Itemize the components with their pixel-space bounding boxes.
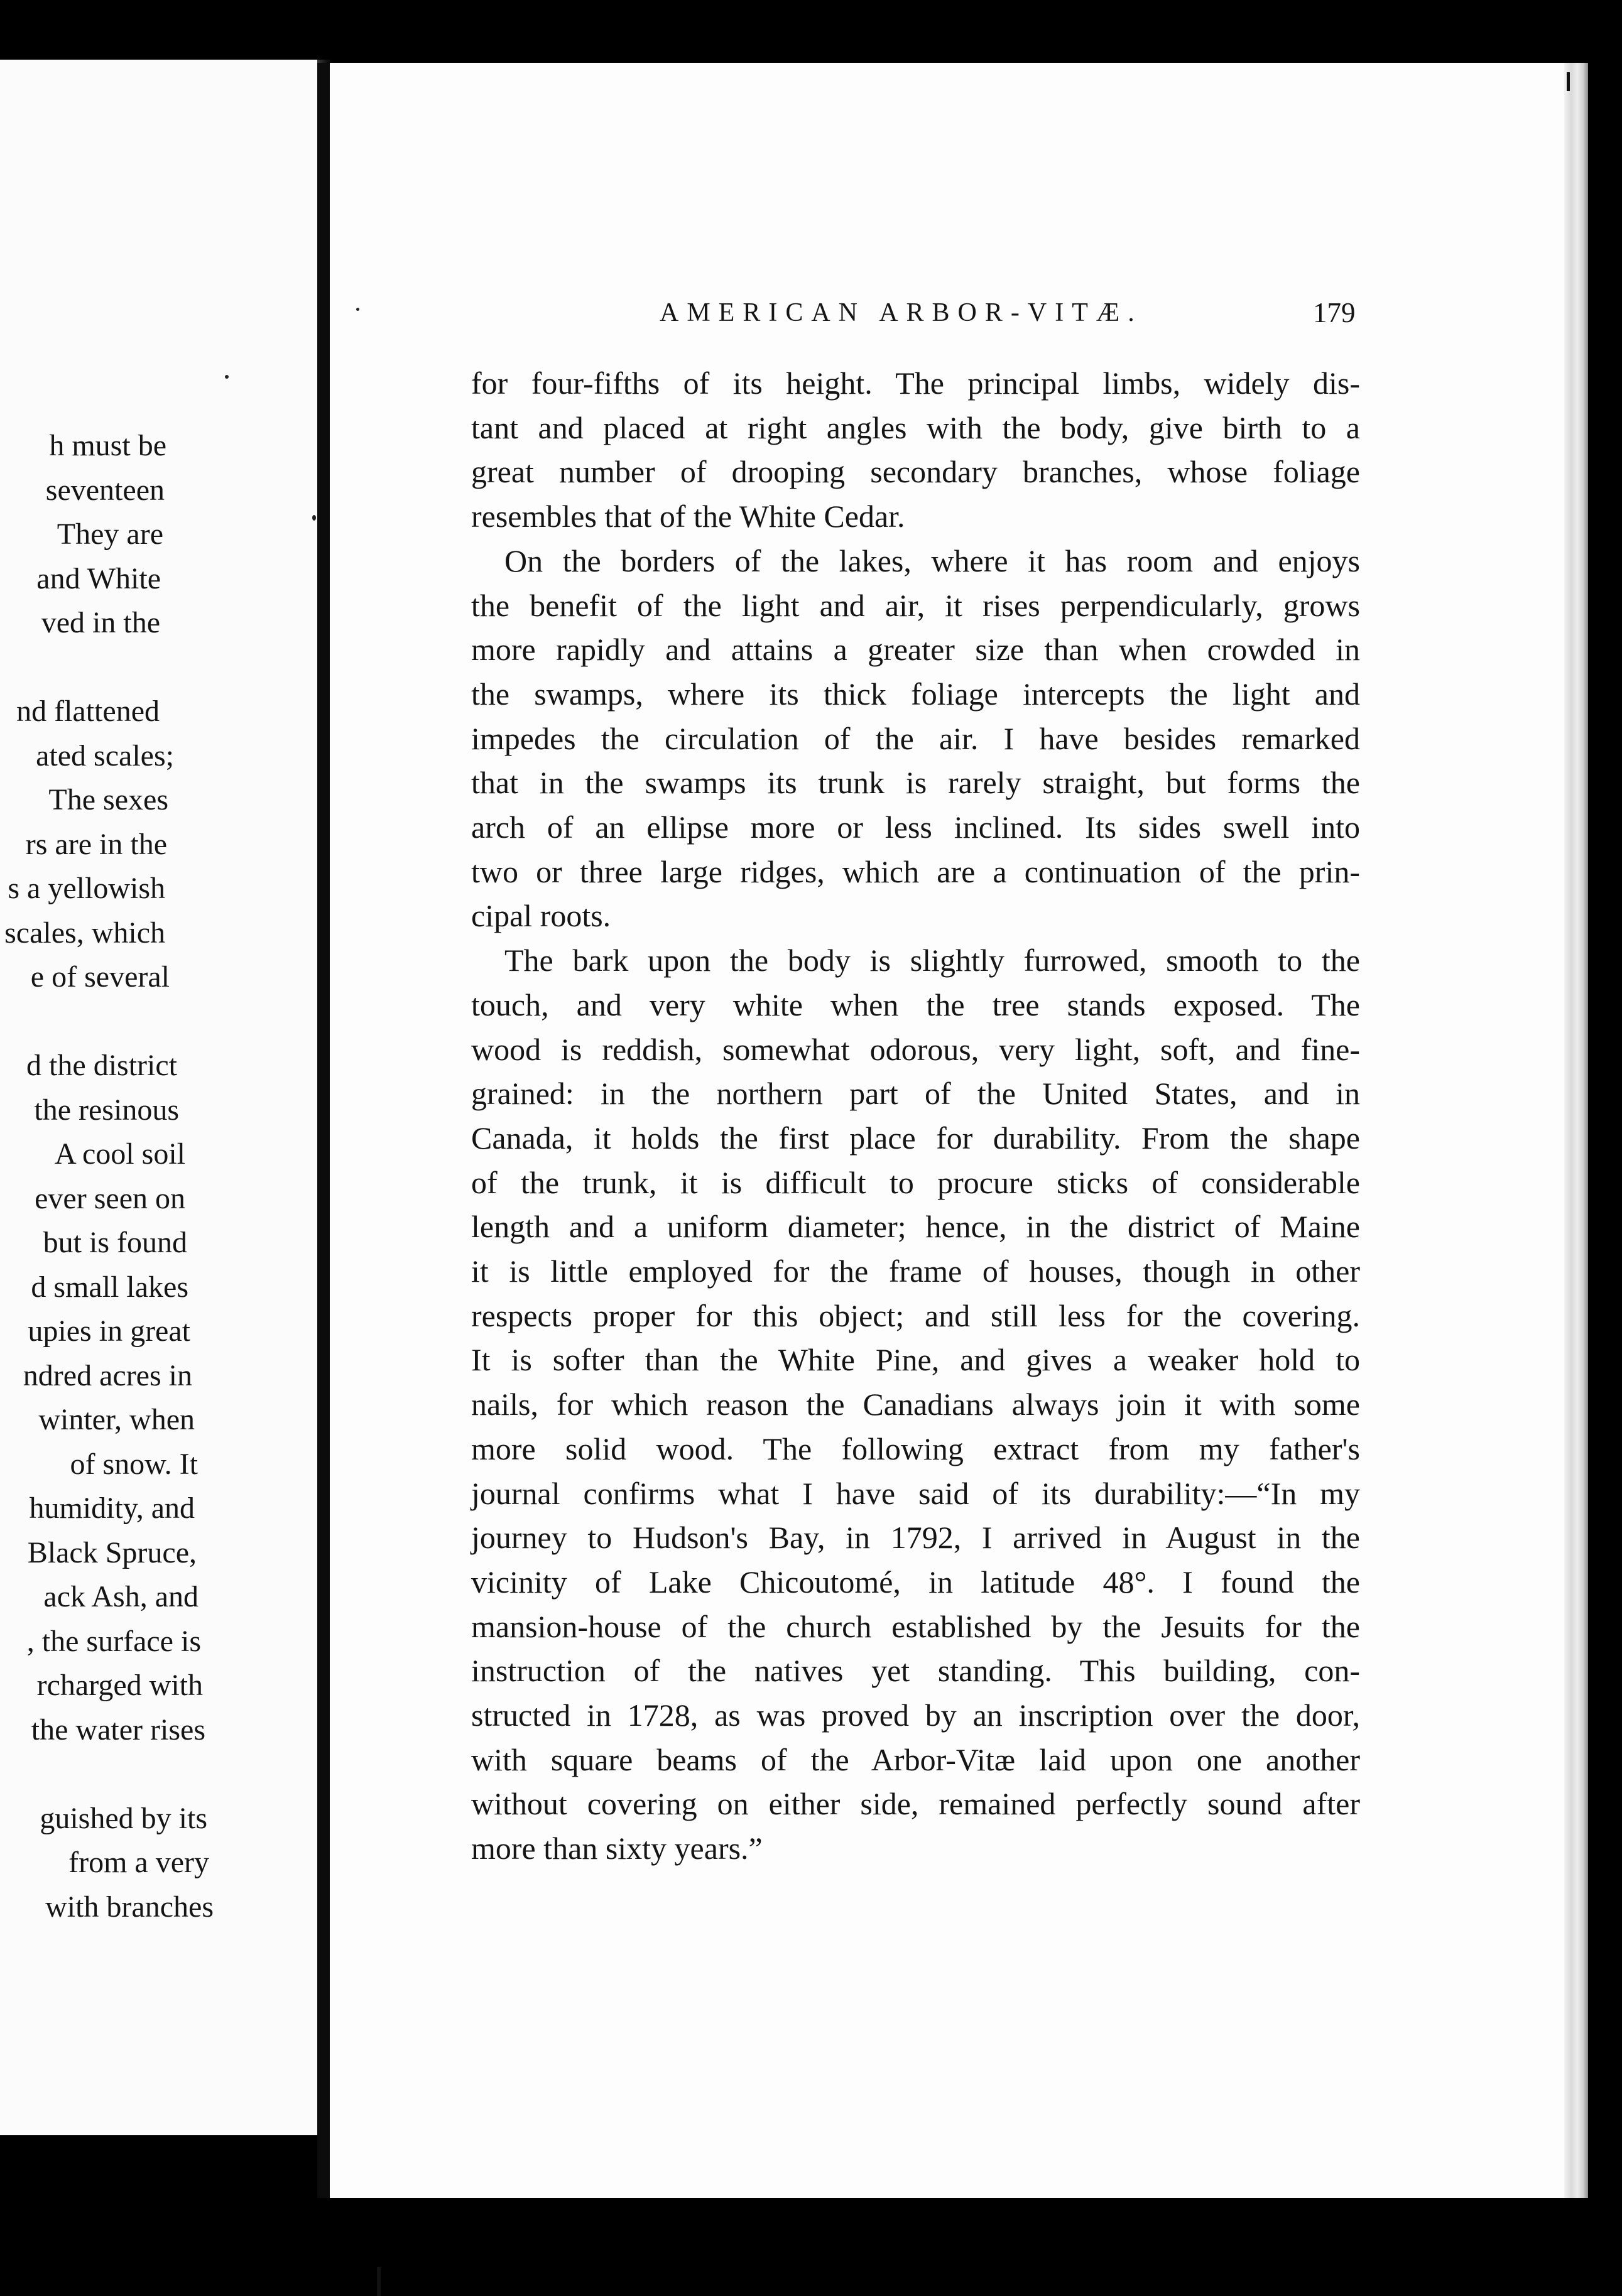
ink-speck [312, 515, 316, 521]
left-page-line: d small lakes [31, 1270, 188, 1304]
body-line: Canada, it holds the first place for durability. From the shape [471, 1120, 1360, 1156]
left-page-line: the water rises [31, 1713, 205, 1746]
body-line: journey to Hudson's Bay, in 1792, I arrived in August in the [471, 1520, 1360, 1556]
body-line: two or three large ridges, which are a continuation of the prin- [471, 853, 1360, 889]
body-line: without covering on either side, remained perfectly sound after [471, 1786, 1360, 1822]
body-line: with square beams of the Arbor-Vitæ laid upon one another [471, 1741, 1360, 1777]
left-page-line: h must be [49, 429, 166, 462]
left-page-line: seventeen [45, 473, 165, 507]
body-line: more solid wood. The following extract from my father's [471, 1431, 1360, 1466]
running-head: AMERICAN ARBOR-VITÆ. [660, 298, 1143, 327]
body-line: the benefit of the light and air, it rises perpendicularly, grows [471, 587, 1360, 623]
left-page-line: d the district [26, 1049, 177, 1082]
left-page-line: of snow. It [70, 1447, 198, 1481]
body-line: instruction of the natives yet standing. This building, con- [471, 1653, 1360, 1689]
body-line: grained: in the northern part of the United States, and in [471, 1076, 1360, 1112]
body-line: mansion-house of the church established by the Jesuits for the [471, 1608, 1360, 1644]
left-page-line: humidity, and [29, 1492, 195, 1525]
body-line: touch, and very white when the tree stands exposed. The [471, 987, 1360, 1022]
body-line: length and a uniform diameter; hence, in the district of Maine [471, 1209, 1360, 1245]
left-page-line: from a very [68, 1846, 209, 1879]
body-line: respects proper for this object; and still less for the covering. [471, 1297, 1360, 1333]
body-line: journal confirms what I have said of its durability:—“In my [471, 1475, 1360, 1511]
body-line: of the trunk, it is difficult to procure sticks of considerable [471, 1164, 1360, 1200]
body-line: On the borders of the lakes, where it has room and enjoys [504, 543, 1360, 578]
body-line: for four-fifths of its height. The principal limbs, widely dis- [471, 366, 1360, 401]
left-page-line: upies in great [28, 1314, 190, 1348]
left-page-line: but is found [43, 1226, 187, 1259]
body-line: nails, for which reason the Canadians always join it with some [471, 1387, 1360, 1422]
body-line: more rapidly and attains a greater size than when crowded in [471, 632, 1360, 668]
page-edge [1564, 63, 1588, 2198]
left-page [0, 60, 317, 2135]
left-page-line: ever seen on [35, 1181, 185, 1215]
left-page-line: rs are in the [25, 827, 167, 861]
body-line: resembles that of the White Cedar. [471, 499, 905, 534]
body-line: vicinity of Lake Chicoutomé, in latitude 48°. I found the [471, 1564, 1360, 1600]
left-page-line: The sexes [48, 783, 168, 816]
body-line: wood is reddish, somewhat odorous, very light, soft, and fine- [471, 1031, 1360, 1067]
left-page-line: rcharged with [36, 1669, 203, 1702]
left-page-line: ated scales; [36, 739, 174, 772]
body-line: The bark upon the body is slightly furrowed, smooth to the [504, 943, 1360, 978]
body-line: It is softer than the White Pine, and gives a weaker hold to [471, 1342, 1360, 1378]
left-page-line: nd flattened [16, 695, 160, 728]
left-page-line: A cool soil [54, 1137, 185, 1171]
body-line: structed in 1728, as was proved by an inscription over the door, [471, 1698, 1360, 1733]
body-line: cipal roots. [471, 898, 611, 934]
left-page-line: and White [36, 561, 161, 595]
left-page-line: ack Ash, and [43, 1580, 199, 1613]
left-page-line: Black Spruce, [27, 1535, 197, 1569]
body-line: arch of an ellipse more or less inclined. Its sides swell into [471, 810, 1360, 845]
ink-speck [225, 375, 229, 379]
left-page-line: guished by its [40, 1801, 207, 1835]
page-number: 179 [1313, 297, 1356, 328]
left-page-line: scales, which [4, 916, 165, 950]
body-line: that in the swamps its trunk is rarely straight, but forms the [471, 765, 1360, 801]
body-line: it is little employed for the frame of houses, though in other [471, 1254, 1360, 1289]
left-page-line: ndred acres in [23, 1358, 192, 1392]
ink-speck [356, 308, 359, 311]
left-page-line: e of several [30, 960, 170, 994]
body-line: the swamps, where its thick foliage intercepts the light and [471, 676, 1360, 712]
left-page-line: with branches [45, 1890, 214, 1924]
left-page-line: ved in the [41, 606, 160, 639]
left-page-line: They are [57, 517, 163, 551]
scan-mark [1567, 72, 1570, 91]
left-page-line: , the surface is [26, 1624, 201, 1658]
body-line: great number of drooping secondary branches, whose foliage [471, 454, 1360, 490]
body-line: more than sixty years.” [471, 1831, 763, 1866]
body-line: impedes the circulation of the air. I have besides remarked [471, 720, 1360, 756]
scan-mark [377, 2267, 381, 2296]
left-page-line: the resinous [34, 1093, 179, 1127]
left-page-line: winter, when [38, 1403, 195, 1436]
left-page-line: s a yellowish [8, 872, 165, 905]
body-line: tant and placed at right angles with the body, give birth to a [471, 409, 1360, 445]
